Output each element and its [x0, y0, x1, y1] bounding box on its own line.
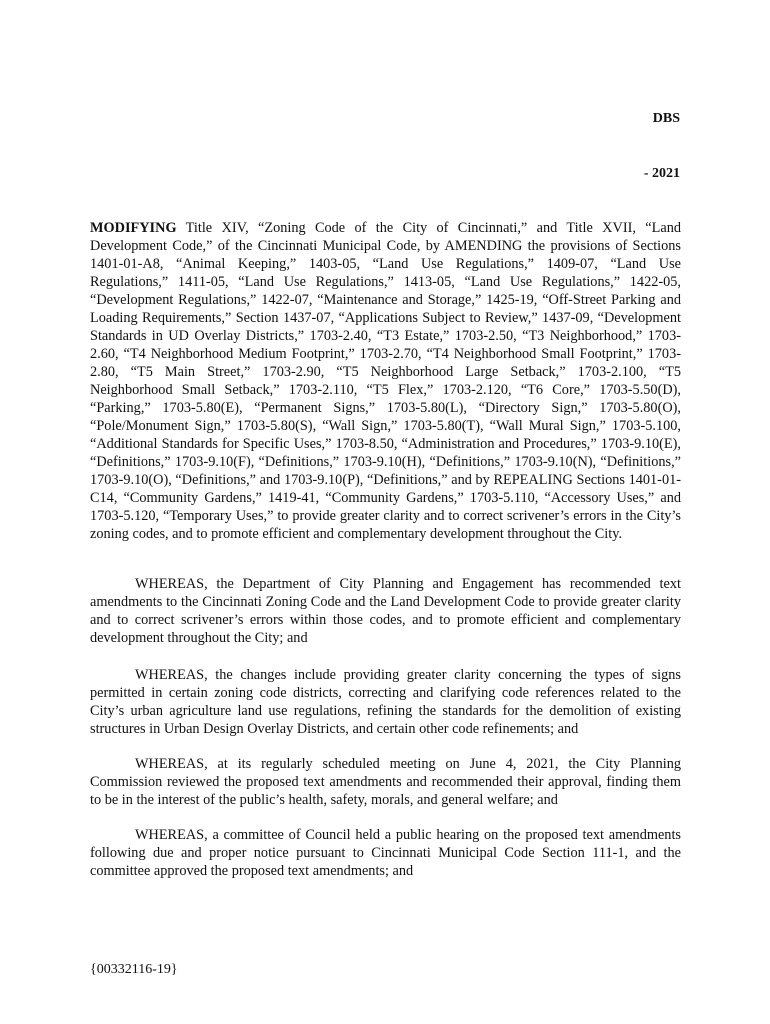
header-year-line: - 2021: [643, 166, 680, 181]
ordinance-title-paragraph: [90, 219, 681, 543]
document-number-footer: {00332116-19}: [90, 962, 178, 977]
ordinance-title-text: Title XIV, “Zoning Code of the City of Cincinnati,” and Title XVII, “Land Development Code,” of the Cincinnati Municipal Code, by AMENDING the provisions of Sections 1401-01-A8, “Animal Keeping,” 1403-05, “Land Use Regulations,” 1409-07, “Land Use Regulations,” 1411-05, “Land Use Regulations,” 1413-05, “Land Use Regulations,” 1422-05, “Development Regulations,” 1422-07, “Maintenance and Storage,” 1425-19, “Off-Street Parking and Loading Requirements,” Section 1437-07, “Applications Subject to Review,” 1437-09, “Development Standards in UD Overlay Districts,” 1703-2.40, “T3 Estate,” 1703-2.50, “T3 Neighborhood,” 1703-2.60, “T4 Neighborhood Medium Footprint,” 1703-2.70, “T4 Neighborhood Small Footprint,” 1703-2.80, “T5 Main Street,” 1703-2.90, “T5 Neighborhood Large Setback,” 1703-2.100, “T5 Neighborhood Small Setback,” 1703-2.110, “T5 Flex,” 1703-2.120, “T6 Core,” 1703-5.50(D), “Parking,” 1703-5.80(E), “Permanent Signs,” 1703-5.80(L), “Directory Sign,” 1703-5.80(O), “Pole/Monument Sign,” 1703-5.80(S), “Wall Sign,” 1703-5.80(T), “Wall Mural Sign,” 1703-5.100, “Additional Standards for Specific Uses,” 1703-8.50, “Administration and Procedures,” 1703-9.10(E), “Definitions,” 1703-9.10(F), “Definitions,” 1703-9.10(H), “Definitions,” 1703-9.10(N), “Definitions,” 1703-9.10(O), “Definitions,” and 1703-9.10(P), “Definitions,” and by REPEALING Sections 1401-01-C14, “Community Gardens,” 1419-41, “Community Gardens,” 1703-5.110, “Accessory Uses,” and 1703-5.120, “Temporary Uses,” to provide greater clarity and to correct scrivener’s errors in the City’s zoning codes, and to promote efficient and complementary development throughout the City.: [90, 220, 681, 542]
whereas-paragraph-3: WHEREAS, at its regularly scheduled meeting on June 4, 2021, the City Planning Commission reviewed the proposed text amendments and recommended their approval, finding them to be in the interest of the public’s health, safety, morals, and general welfare; and: [90, 756, 681, 808]
whereas-paragraph-1: WHEREAS, the Department of City Planning and Engagement has recommended text amendments to the Cincinnati Zoning Code and the Land Development Code to provide greater clarity and to correct scrivener’s errors within those codes, and to promote efficient and complementary development throughout the City; and: [90, 576, 681, 646]
whereas-paragraph-4: WHEREAS, a committee of Council held a public hearing on the proposed text amendments following due and proper notice pursuant to Cincinnati Municipal Code Section 111-1, and the committee approved the proposed text amendments; and: [90, 827, 681, 879]
ordinance-lead-word: MODIFYING: [90, 220, 177, 236]
whereas-paragraph-2: WHEREAS, the changes include providing greater clarity concerning the types of signs permitted in certain zoning code districts, correcting and clarifying code references related to the City’s urban agriculture land use regulations, refining the standards for the demolition of existing structures in Urban Design Overlay Districts, and certain other code refinements; and: [90, 667, 681, 737]
header-initials: DBS: [652, 111, 680, 126]
